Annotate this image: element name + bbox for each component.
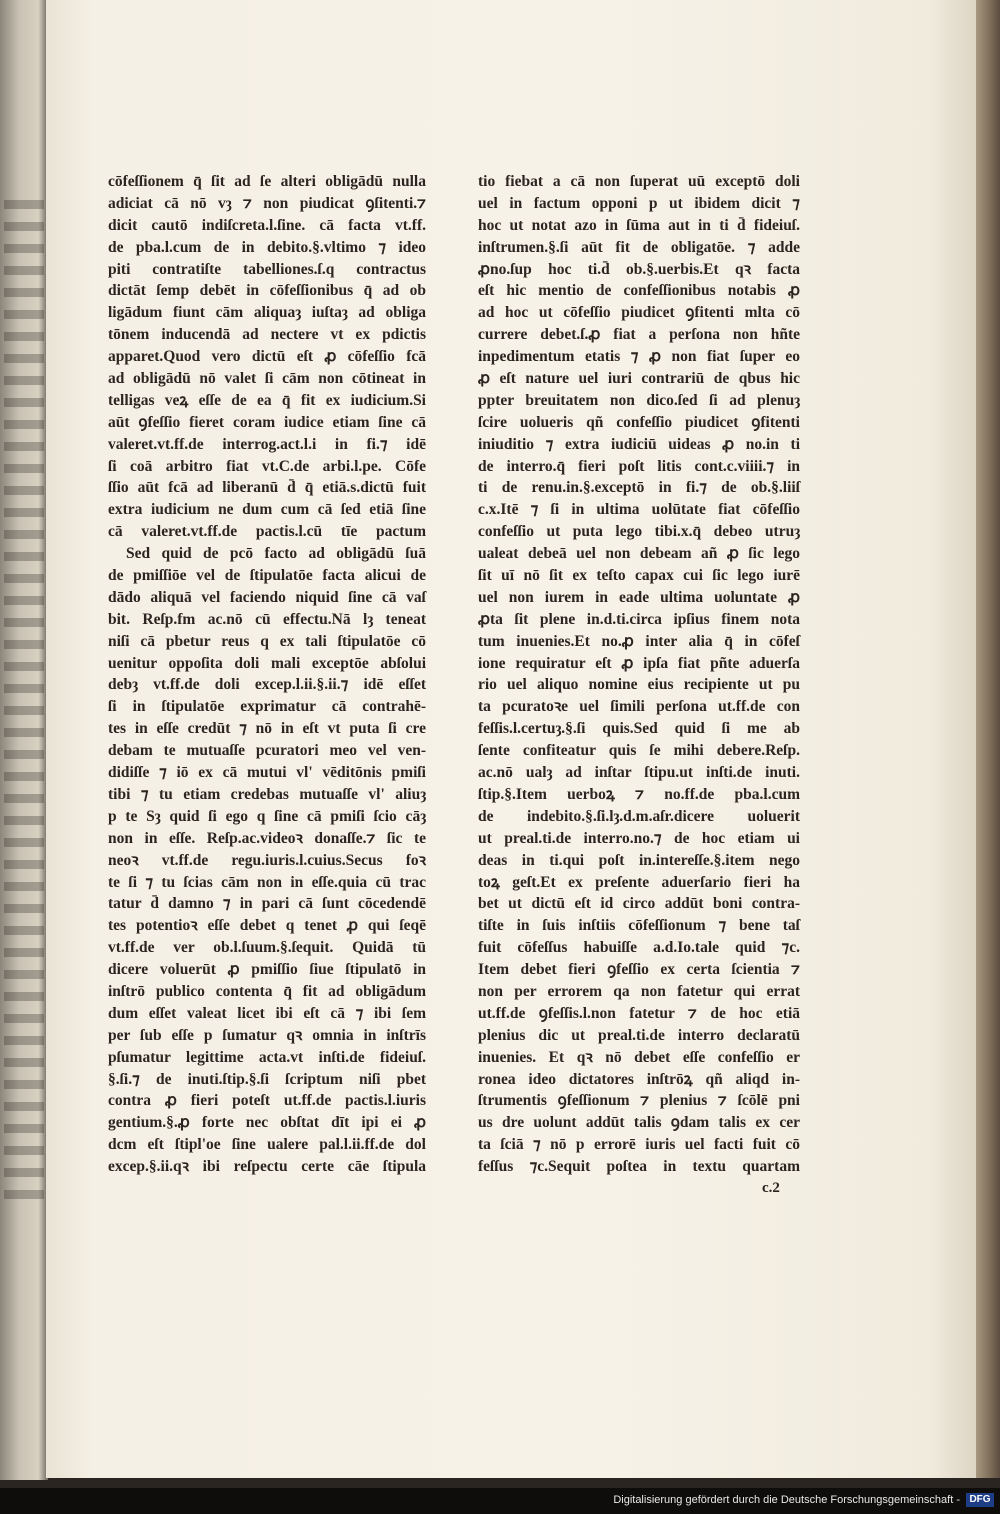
- text-line: hoc ut notat azo in ſūma aut in ti d̄ fideiuſ.: [478, 216, 800, 234]
- footer-credit: Digitalisierung gefördert durch die Deutsche Forschungsgemeinschaft -: [613, 1494, 960, 1506]
- text-line: uenitur oppoſita doli mali exceptōe abſolui: [108, 654, 426, 672]
- text-line: p te Sȝ quid ſi ego q ſine cā pmiſi ſcio cāȝ: [108, 807, 426, 825]
- text-line: debam te mutuaſſe pcuratori meo vel ven-: [108, 742, 426, 760]
- text-line: cōfeſſionem q̄ ſit ad ſe alteri obligādū nulla: [108, 173, 426, 190]
- text-line: bet ut dictū eſt id circo addūt boni contra-: [478, 895, 800, 913]
- text-line: uel in factum opponi p ut ibidem dicit ⁊: [478, 194, 800, 212]
- text-line: inſtrumen.§.ſi aūt fit de obligatōe. ⁊ adde: [478, 238, 800, 256]
- text-line: inſtrō publico contenta q̄ fit ad obligādum: [108, 982, 426, 1000]
- signature-mark: c.2: [762, 1180, 780, 1196]
- text-line: per ſub eſſe p ſumatur qꝛ omnia in inſtrīs: [108, 1026, 426, 1044]
- text-line: tio fiebat a cā non ſuperat uū exceptō doli: [478, 173, 800, 190]
- text-line: apparet.Quod vero dictū eſt ꝓ cōfeſſio fcā: [108, 348, 426, 366]
- text-line: ſente confiteatur quis ſe mihi debere.Reſp.: [478, 742, 800, 760]
- text-line: inpedimentum etatis ⁊ ꝓ non fiat ſuper eo: [478, 348, 800, 366]
- text-line: tes in eſſe credūt ⁊ nō in eſt vt puta ſi cre: [108, 720, 426, 738]
- text-line: tibi ⁊ tu etiam credebas mutuaſſe vl' aliuȝ: [108, 785, 426, 803]
- text-line: de pba.l.cum de in debito.§.vltimo ⁊ ideo: [108, 238, 426, 256]
- text-line: confeſſio ut puta lego tibi.x.q̄ debeo utruȝ: [478, 523, 800, 541]
- text-line: piti contratiſte tabelliones.ſ.q contractus: [108, 260, 426, 278]
- text-line: de indebito.§.ſi.lȝ.d.m.aſr.dicere uoluerit: [478, 807, 800, 825]
- text-line: dum eſſet valeat licet ibi eſt cā ⁊ ibi ſem: [108, 1004, 426, 1022]
- text-line: debȝ vt.ff.de doli excep.l.ii.§.ii.⁊ idē eſſet: [108, 676, 426, 694]
- text-line: currere debet.ſ.ꝓ fiat a perſona non hñte: [478, 326, 800, 344]
- text-line: iniuditio ⁊ extra iudiciū uideas ꝓ no.in ti: [478, 435, 800, 453]
- text-line: contra ꝓ fieri poteſt ut.ff.de pactis.l.iuris: [108, 1092, 426, 1110]
- text-line: eſt hic mentio de confeſſionibus notabis ꝓ: [478, 282, 800, 300]
- text-line: ſſio aūt fcā ad liberanū d̄ q̄ etiā.s.dictū fuit: [108, 479, 426, 497]
- text-line: feſſus ⁊c.Sequit poſtea in textu quartam: [478, 1158, 800, 1176]
- text-line: fuit cōfeſſus habuiſſe a.d.Io.tale quid ⁊c.: [478, 939, 800, 957]
- text-line: didiſſe ⁊ iō ex cā mutui vl' vēditōnis pmiſi: [108, 764, 426, 782]
- text-line: plenius dic ut preal.ti.de interro declaratū: [478, 1026, 800, 1044]
- text-line: ſi coā arbitro fiat vt.C.de arbi.l.pe. Cōfe: [108, 457, 426, 475]
- text-line: ti de renu.in.§.exceptō in fi.⁊ de ob.§.liiſ: [478, 479, 800, 497]
- text-line: ſcire uolueris qñ confeſſio piudicet ꝯfitenti: [478, 413, 800, 431]
- text-line: dictāt ſemp debēt in cōfeſſionibus q̄ ad ob: [108, 282, 426, 300]
- right-text-column: [478, 171, 800, 1178]
- text-line: non per errorem qa non fatetur qui errat: [478, 982, 800, 1000]
- text-line: deas in ti.qui poſt in.intereſſe.§.item nego: [478, 851, 800, 869]
- text-line: niſi cā pbetur reus q ex tali ſtipulatōe cō: [108, 632, 426, 650]
- text-line: pſumatur legittime acta.vt inſti.de fideiuſ.: [108, 1048, 426, 1066]
- text-line: tum inuenies.Et no.ꝓ inter alia q̄ in cōfeſ: [478, 632, 800, 650]
- text-line: ad obligādū nō valet ſi cām non cōtineat in: [108, 370, 426, 388]
- text-line: Item debet fieri ꝯfeſſio ex certa ſcientia ⁊: [478, 961, 800, 979]
- text-line: ppter breuitatem non dico.ſed ſi ad plenuȝ: [478, 391, 800, 409]
- page-edge-binding: [976, 0, 1000, 1478]
- text-line: telligas veꝝ eſſe de ea q̄ fit ex iudicium.Si: [108, 391, 426, 409]
- text-line: tōnem inducendā ad nectere vt ex pdictis: [108, 326, 426, 344]
- text-line: uel non iurem in eade ultima uoluntate ꝓ: [478, 588, 800, 606]
- text-line: ſtrumentis ꝯfeſſionum ⁊ plenius ⁊ ſcōlē pni: [478, 1092, 800, 1110]
- text-line: ſtip.§.Item uerboꝝ ⁊ no.ff.de pba.l.cum: [478, 785, 800, 803]
- text-line: tatur d̄ damno ⁊ in pari cā ſunt cōcedendē: [108, 895, 426, 913]
- text-line: ta pcuratoꝛe uel ſimili perſona ut.ff.de con: [478, 698, 800, 716]
- text-line: cā valeret.vt.ff.de pactis.l.cū tīe pactum: [108, 523, 426, 541]
- text-line: ronea ideo dictatores inſtrōꝝ qñ aliqd in-: [478, 1070, 800, 1088]
- text-line: tiſte in ſuis inſtiis cōfeſſionum ⁊ bene taſ: [478, 917, 800, 935]
- text-line: dādo aliquā vel faciendo niquid ſine cā vaſ: [108, 588, 426, 606]
- text-line: aūt ꝯfeſſio fieret coram iudice etiam ſine cā: [108, 413, 426, 431]
- text-line: dicit cautō indiſcreta.l.ſine. cā facta vt.ff.: [108, 216, 426, 234]
- text-line: ad hoc ut cōfeſſio piudicet ꝯfitenti mlta cō: [478, 304, 800, 322]
- text-line: excep.§.ii.qꝛ ibi reſpectu certe cāe ſtipula: [108, 1158, 426, 1176]
- text-line: ut preal.ti.de interro.no.⁊ de hoc etiam ui: [478, 829, 800, 847]
- text-line: §.ſi.⁊ de inuti.ſtip.§.ſi ſcriptum niſi pbet: [108, 1070, 426, 1088]
- text-line: vt.ff.de ver ob.l.ſuum.§.ſequit. Quidā tū: [108, 939, 426, 957]
- text-line: non in eſſe. Reſp.ac.videoꝛ donaſſe.⁊ ſic te: [108, 829, 426, 847]
- text-line: ꝓ eſt nature uel iuri contrariū de qbus hic: [478, 370, 800, 388]
- text-line: ligādum fiunt cām aliquaȝ iuſtaȝ ad obliga: [108, 304, 426, 322]
- text-line: tes potentioꝛ eſſe debet q tenet ꝓ qui ſeqē: [108, 917, 426, 935]
- footer-bar: [0, 1488, 1000, 1514]
- text-line: de pmiſſiōe vel de ſtipulatōe facta alicui de: [108, 567, 426, 585]
- text-line: de interro.q̄ fieri poſt litis cont.c.viiii.⁊ in: [478, 457, 800, 475]
- text-line: ꝓta ſit plene in.d.ti.circa ipſius finem nota: [478, 610, 800, 628]
- text-line: ſi in ſtipulatōe exprimatur cā contrahē-: [108, 698, 426, 716]
- text-line: gentium.§.ꝓ forte nec obſtat dīt ipi ei ꝓ: [108, 1114, 426, 1132]
- text-line: ac.nō ualȝ ad inſtar ſtipu.ut inſti.de inuti.: [478, 764, 800, 782]
- text-line: us dre uolunt addūt talis ꝯdam talis ex cer: [478, 1114, 800, 1132]
- text-line: ſit uī nō ſit ex teſto capax cui ſic lego iurē: [478, 567, 800, 585]
- text-line: inuenies. Et qꝛ nō debet eſſe confeſſio er: [478, 1048, 800, 1066]
- dfg-logo: DFG: [966, 1493, 994, 1507]
- text-line: bit. Reſp.fm ac.nō cū effectu.Nā lȝ teneat: [108, 610, 426, 628]
- text-line: extra iudicium ne dum cum cā ſed etiā ſine: [108, 501, 426, 519]
- text-line: ꝓno.ſup hoc ti.d̄ ob.§.uerbis.Et qꝛ facta: [478, 260, 800, 278]
- text-line: c.x.Itē ⁊ ſi in ultima uolūtate fiat cōfeſſio: [478, 501, 800, 519]
- text-line: ione requiratur eſt ꝓ ipſa fiat pñte aduerſa: [478, 654, 800, 672]
- text-line: ut.ff.de ꝯfeſſis.l.non fatetur ⁊ de hoc etiā: [478, 1004, 800, 1022]
- text-line: rio uel aliquo nomine eius recipiente ut pu: [478, 676, 800, 694]
- text-line: Sed quid de pcō facto ad obligādū ſuā: [126, 545, 426, 563]
- text-line: dicere voluerūt ꝓ pmiſſio ſiue ſtipulatō in: [108, 961, 426, 979]
- text-line: feſſis.l.certuȝ.§.ſi quis.Sed quid ſi me ab: [478, 720, 800, 738]
- text-line: dcm eſt ſtipl'oe ſine ualere pal.l.ii.ff.de dol: [108, 1136, 426, 1154]
- text-line: adiciat cā nō vȝ ⁊ non piudicat ꝯſitenti.⁊: [108, 194, 426, 212]
- text-line: ualeat debeā uel non debeam añ ꝓ ſic lego: [478, 545, 800, 563]
- text-line: te ſi ⁊ tu ſcias cām non in eſſe.quia cū trac: [108, 873, 426, 891]
- text-line: toꝝ geſt.Et ex preſente aduerſario fieri ha: [478, 873, 800, 891]
- left-text-column: [108, 171, 426, 1178]
- text-line: valeret.vt.ff.de interrog.act.l.i in fi.⁊ idē: [108, 435, 426, 453]
- previous-page-edge: [0, 0, 48, 1480]
- text-line: ta ſciā ⁊ nō p errorē iuris uel facti fuit cō: [478, 1136, 800, 1154]
- previous-page-text-fragments: [4, 200, 44, 1200]
- text-line: neoꝛ vt.ff.de regu.iuris.l.cuius.Secus foꝛ: [108, 851, 426, 869]
